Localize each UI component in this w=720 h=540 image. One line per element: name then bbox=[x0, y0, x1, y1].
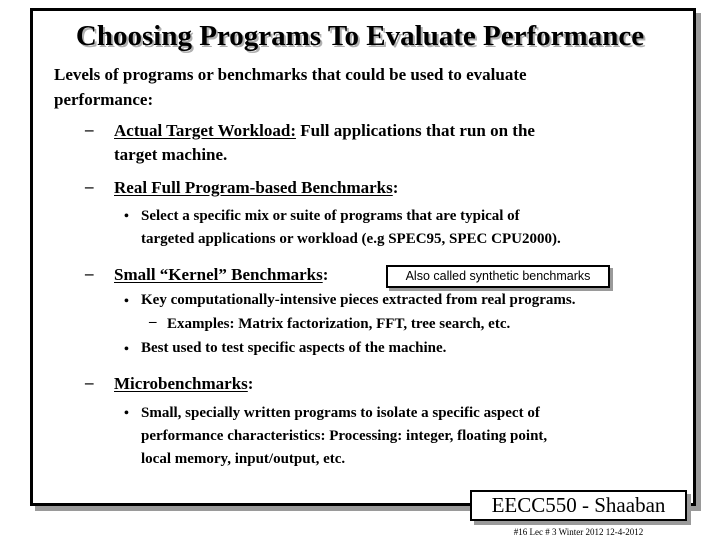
bullet-text: Select a specific mix or suite of programs that are typical of bbox=[141, 208, 520, 224]
bullet-marker: • bbox=[124, 342, 129, 357]
dash-marker: – bbox=[85, 373, 94, 392]
bullet-marker: • bbox=[124, 209, 129, 224]
bullet-text-line-2: targeted applications or workload (e.g SPEC95, SPEC CPU2000). bbox=[141, 231, 561, 247]
course-badge: EECC550 - Shaaban bbox=[470, 490, 687, 521]
bullet-text-line-3: local memory, input/output, etc. bbox=[141, 451, 346, 467]
level-heading: Small “Kernel” Benchmarks bbox=[114, 265, 323, 284]
dash-marker: – bbox=[85, 177, 94, 196]
level-actual-target-workload bbox=[114, 119, 535, 142]
level-text-line-2: target machine. bbox=[114, 145, 228, 164]
level-heading: Real Full Program-based Benchmarks bbox=[114, 178, 393, 197]
bullet-text-line-2: performance characteristics: Processing: integer, floating point, bbox=[141, 428, 548, 444]
level-microbenchmarks bbox=[114, 372, 253, 395]
bullet-text: Best used to test specific aspects of the machine. bbox=[141, 340, 447, 356]
colon: : bbox=[247, 374, 254, 393]
bullet-text: Key computationally-intensive pieces extracted from real programs. bbox=[141, 292, 576, 308]
slide-title: Choosing Programs To Evaluate Performance bbox=[75, 20, 645, 52]
colon: : bbox=[392, 178, 399, 197]
sub-bullet-text: Examples: Matrix factorization, FFT, tree search, etc. bbox=[167, 316, 511, 332]
synthetic-benchmarks-callout: Also called synthetic benchmarks bbox=[386, 265, 610, 288]
slide-footer: #16 Lec # 3 Winter 2012 12-4-2012 bbox=[513, 527, 644, 537]
level-heading: Actual Target Workload: bbox=[114, 121, 296, 140]
level-heading: Microbenchmarks bbox=[114, 374, 248, 393]
bullet-marker: • bbox=[124, 406, 129, 421]
level-real-full-program-benchmarks bbox=[114, 176, 398, 199]
level-small-kernel-benchmarks bbox=[114, 263, 328, 286]
bullet-marker: • bbox=[124, 294, 129, 309]
sub-dash-marker: – bbox=[149, 314, 157, 330]
colon: : bbox=[322, 265, 329, 284]
intro-line-1: Levels of programs or benchmarks that could be used to evaluate bbox=[54, 65, 527, 84]
level-text: Full applications that run on the bbox=[295, 121, 535, 140]
dash-marker: – bbox=[85, 120, 94, 139]
dash-marker: – bbox=[85, 264, 94, 283]
intro-line-2: performance: bbox=[54, 90, 154, 109]
bullet-text: Small, specially written programs to isolate a specific aspect of bbox=[141, 405, 540, 421]
